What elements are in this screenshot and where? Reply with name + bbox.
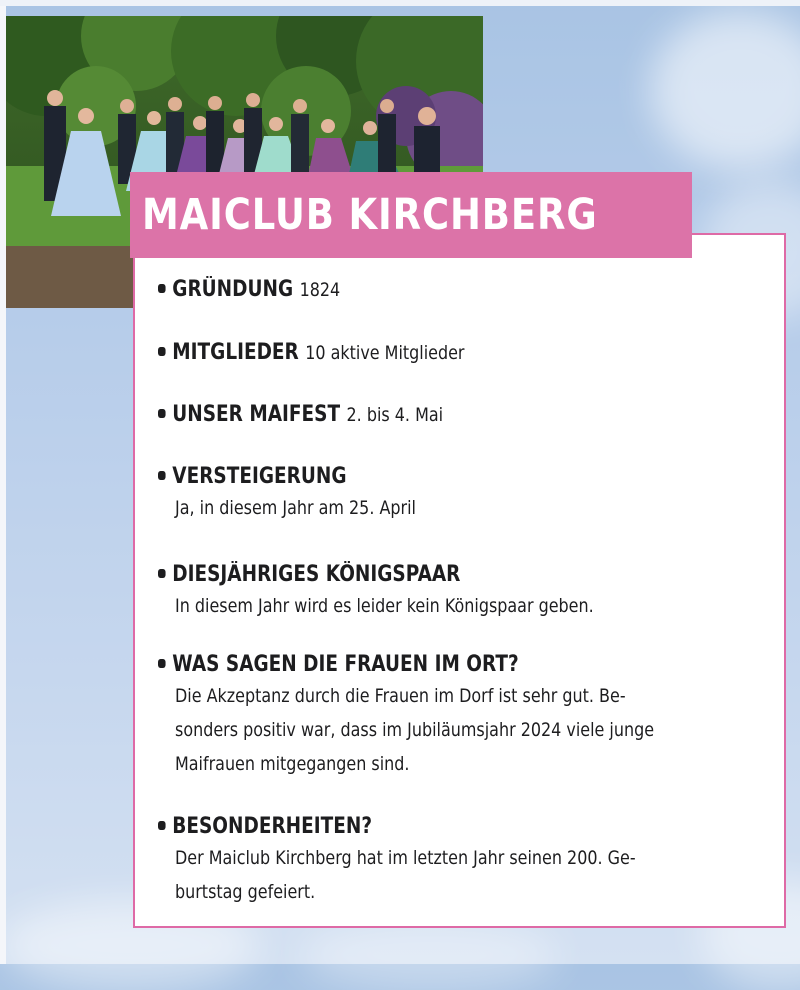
bullet-icon — [158, 471, 166, 480]
entry-text: In diesem Jahr wird es leider kein Königspaar geben. — [175, 595, 594, 617]
entry-text-line: Maifrauen mitgegangen sind. — [175, 753, 410, 775]
entry-gruendung — [158, 276, 768, 304]
club-title: MAICLUB KIRCHBERG — [142, 190, 598, 240]
page-margin-top — [0, 0, 800, 6]
entry-mitglieder — [158, 339, 768, 367]
bullet-icon — [158, 569, 166, 578]
entry-heading: WAS SAGEN DIE FRAUEN IM ORT? — [172, 652, 519, 677]
entry-besonderheiten — [158, 813, 768, 909]
entry-heading: UNSER MAIFEST — [172, 402, 341, 427]
bullet-icon — [158, 409, 166, 418]
entry-versteigerung — [158, 463, 768, 525]
sky-cloud — [300, 920, 560, 990]
entry-text-line: burtstag gefeiert. — [175, 881, 316, 903]
entry-heading: MITGLIEDER — [172, 340, 299, 365]
entry-maifest — [158, 401, 768, 429]
entry-value: 10 aktive Mitglieder — [305, 342, 465, 364]
entry-value: 2. bis 4. Mai — [346, 404, 444, 426]
entry-heading: GRÜNDUNG — [172, 277, 294, 302]
entry-value: 1824 — [299, 279, 341, 301]
entry-text: Ja, in diesem Jahr am 25. April — [175, 497, 416, 519]
bullet-icon — [158, 659, 166, 668]
title-banner — [130, 172, 692, 258]
entry-text-line: Der Maiclub Kirchberg hat im letzten Jahr seinen 200. Ge- — [175, 847, 636, 869]
entry-frauen — [158, 651, 768, 781]
sky-cloud — [650, 10, 800, 170]
entry-heading: BESONDERHEITEN? — [172, 814, 373, 839]
bullet-icon — [158, 284, 166, 293]
bullet-icon — [158, 821, 166, 830]
entry-text-line: sonders positiv war, dass im Jubiläumsjahr 2024 viele junge — [175, 719, 655, 741]
entry-heading: VERSTEIGERUNG — [172, 464, 347, 489]
entry-heading: DIESJÄHRIGES KÖNIGSPAAR — [172, 562, 461, 587]
bullet-icon — [158, 347, 166, 356]
entry-text-line: Die Akzeptanz durch die Frauen im Dorf ist sehr gut. Be- — [175, 685, 626, 707]
entry-koenigspaar — [158, 561, 768, 623]
